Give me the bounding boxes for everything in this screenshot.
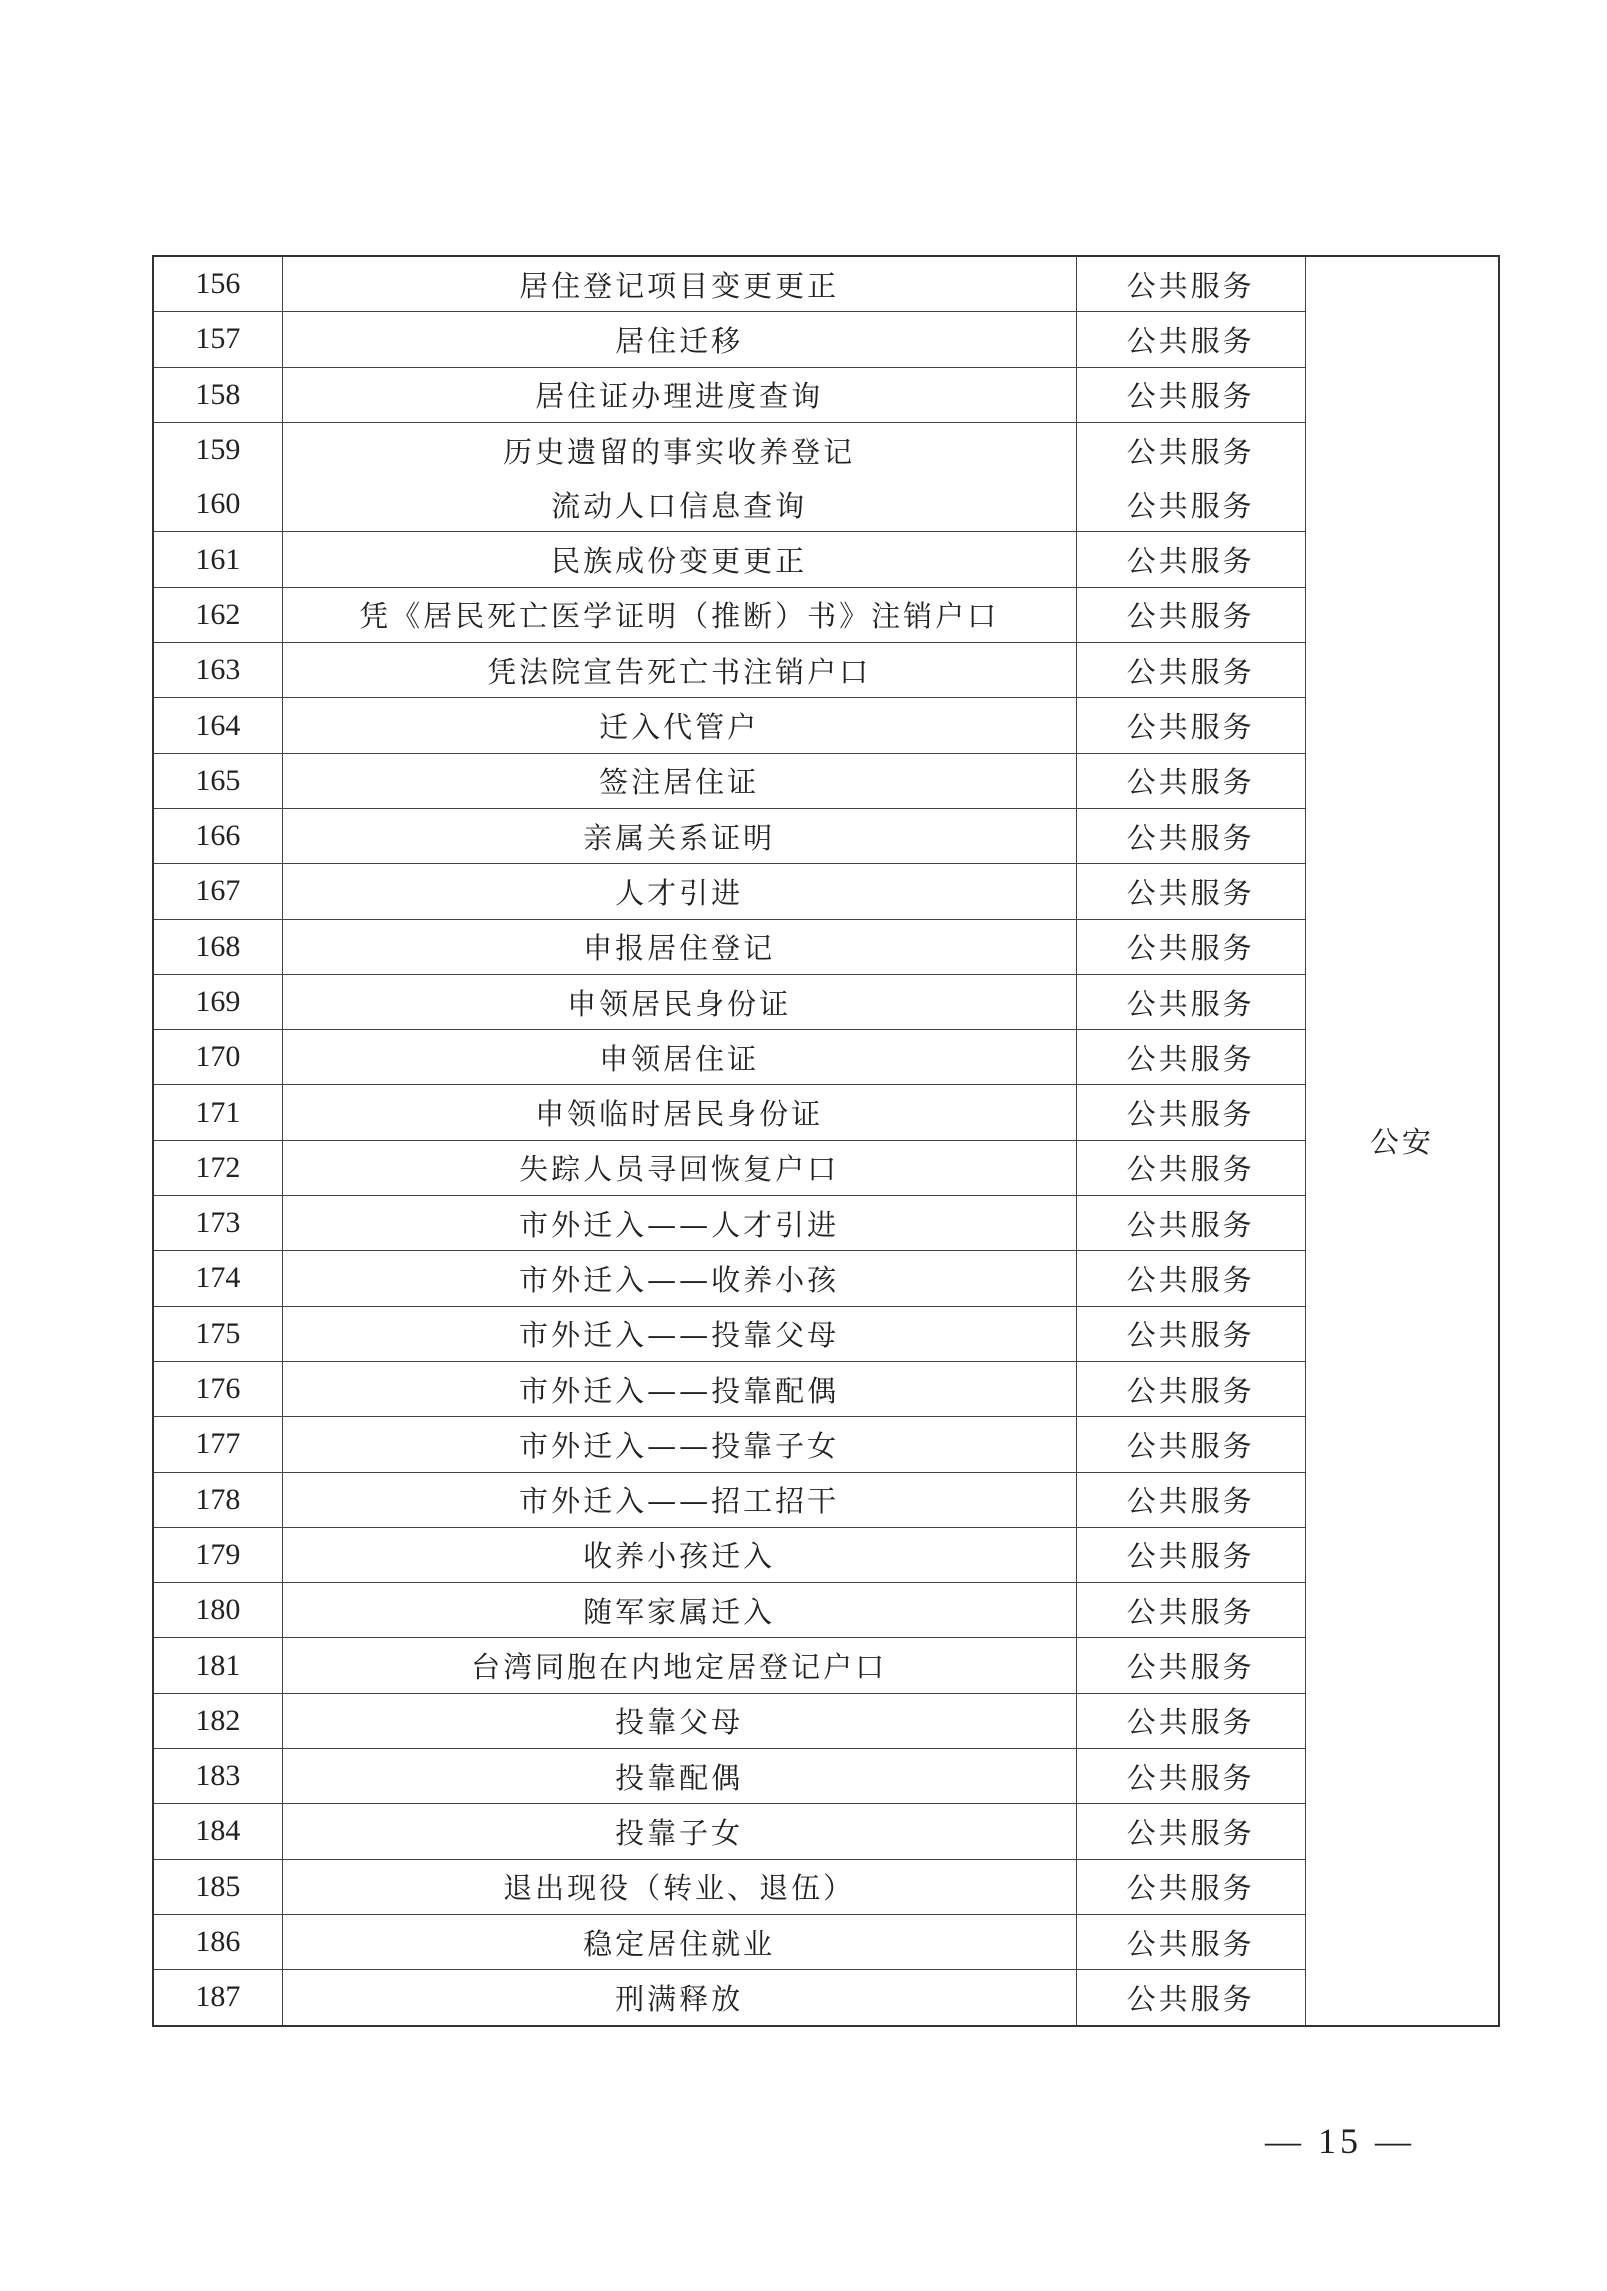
- service-type: 公共服务: [1076, 1251, 1305, 1306]
- table-row: [153, 532, 1499, 587]
- service-type: 公共服务: [1076, 1859, 1305, 1914]
- service-name: 市外迁入——投靠配偶: [282, 1361, 1076, 1416]
- row-number: 161: [153, 532, 282, 587]
- service-type: 公共服务: [1076, 1583, 1305, 1638]
- table-row: [153, 974, 1499, 1029]
- row-number: 164: [153, 698, 282, 753]
- service-type: 公共服务: [1076, 974, 1305, 1029]
- table-row: [153, 1859, 1499, 1914]
- table-row: [153, 587, 1499, 642]
- row-number: 177: [153, 1417, 282, 1472]
- service-name: 迁入代管户: [282, 698, 1076, 753]
- service-type: 公共服务: [1076, 1085, 1305, 1140]
- table-row: [153, 1306, 1499, 1361]
- service-name: 市外迁入——招工招干: [282, 1472, 1076, 1527]
- service-name: 收养小孩迁入: [282, 1527, 1076, 1582]
- service-name: 居住登记项目变更更正: [282, 256, 1076, 312]
- service-name: 随军家属迁入: [282, 1583, 1076, 1638]
- service-type: 公共服务: [1076, 1417, 1305, 1472]
- row-number: 169: [153, 974, 282, 1029]
- row-number: 187: [153, 1970, 282, 2026]
- service-type: 公共服务: [1076, 1914, 1305, 1969]
- table-row: [153, 1583, 1499, 1638]
- row-number: 171: [153, 1085, 282, 1140]
- table-row: [153, 1693, 1499, 1748]
- table-row: [153, 1749, 1499, 1804]
- table-row: [153, 1085, 1499, 1140]
- service-name: 投靠父母: [282, 1693, 1076, 1748]
- table-row: [153, 753, 1499, 808]
- service-type: 公共服务: [1076, 1804, 1305, 1859]
- service-name: 签注居住证: [282, 753, 1076, 808]
- row-number: 165: [153, 753, 282, 808]
- row-number: 157: [153, 312, 282, 367]
- service-name: 申领临时居民身份证: [282, 1085, 1076, 1140]
- table-row: [153, 1970, 1499, 2026]
- row-number: 170: [153, 1030, 282, 1085]
- service-name: 流动人口信息查询: [282, 477, 1076, 532]
- row-number: 179: [153, 1527, 282, 1582]
- row-number: 168: [153, 919, 282, 974]
- table-row: [153, 1140, 1499, 1195]
- table-row: [153, 1472, 1499, 1527]
- service-type: 公共服务: [1076, 1527, 1305, 1582]
- service-type: 公共服务: [1076, 1749, 1305, 1804]
- row-number: 182: [153, 1693, 282, 1748]
- table-row: [153, 1638, 1499, 1693]
- row-number: 173: [153, 1196, 282, 1251]
- row-number: 156: [153, 256, 282, 312]
- table-row: [153, 477, 1499, 532]
- service-name: 人才引进: [282, 864, 1076, 919]
- service-type: 公共服务: [1076, 643, 1305, 698]
- service-name: 历史遗留的事实收养登记: [282, 422, 1076, 477]
- row-number: 185: [153, 1859, 282, 1914]
- row-number: 162: [153, 587, 282, 642]
- row-number: 183: [153, 1749, 282, 1804]
- service-name: 退出现役（转业、退伍）: [282, 1859, 1076, 1914]
- row-number: 174: [153, 1251, 282, 1306]
- service-type: 公共服务: [1076, 532, 1305, 587]
- service-name: 市外迁入——收养小孩: [282, 1251, 1076, 1306]
- service-name: 申领居民身份证: [282, 974, 1076, 1029]
- service-type: 公共服务: [1076, 753, 1305, 808]
- service-name: 失踪人员寻回恢复户口: [282, 1140, 1076, 1195]
- service-type: 公共服务: [1076, 256, 1305, 312]
- table-row: [153, 864, 1499, 919]
- service-type: 公共服务: [1076, 1472, 1305, 1527]
- service-type: 公共服务: [1076, 312, 1305, 367]
- service-name: 投靠子女: [282, 1804, 1076, 1859]
- service-name: 申领居住证: [282, 1030, 1076, 1085]
- service-table: [152, 255, 1500, 2027]
- service-type: 公共服务: [1076, 422, 1305, 477]
- service-name: 台湾同胞在内地定居登记户口: [282, 1638, 1076, 1693]
- service-type: 公共服务: [1076, 1638, 1305, 1693]
- row-number: 166: [153, 808, 282, 863]
- service-type: 公共服务: [1076, 367, 1305, 422]
- table-row: [153, 1251, 1499, 1306]
- table-row: [153, 1196, 1499, 1251]
- row-number: 172: [153, 1140, 282, 1195]
- service-type: 公共服务: [1076, 1693, 1305, 1748]
- row-number: 158: [153, 367, 282, 422]
- table-row: [153, 808, 1499, 863]
- service-name: 亲属关系证明: [282, 808, 1076, 863]
- service-name: 申报居住登记: [282, 919, 1076, 974]
- page-number: — 15 —: [1265, 2121, 1415, 2161]
- table-row: [153, 367, 1499, 422]
- service-name: 凭《居民死亡医学证明（推断）书》注销户口: [282, 587, 1076, 642]
- table-row: [153, 643, 1499, 698]
- table-row: [153, 1361, 1499, 1416]
- table-row: [153, 312, 1499, 367]
- table-row: [153, 698, 1499, 753]
- service-type: 公共服务: [1076, 587, 1305, 642]
- table-row: [153, 422, 1499, 477]
- department-cell: 公安: [1305, 256, 1499, 2026]
- table-row: [153, 919, 1499, 974]
- row-number: 184: [153, 1804, 282, 1859]
- service-type: 公共服务: [1076, 808, 1305, 863]
- service-name: 市外迁入——投靠子女: [282, 1417, 1076, 1472]
- service-type: 公共服务: [1076, 1030, 1305, 1085]
- service-type: 公共服务: [1076, 1361, 1305, 1416]
- service-type: 公共服务: [1076, 477, 1305, 532]
- service-name: 凭法院宣告死亡书注销户口: [282, 643, 1076, 698]
- service-name: 市外迁入——投靠父母: [282, 1306, 1076, 1361]
- row-number: 181: [153, 1638, 282, 1693]
- row-number: 167: [153, 864, 282, 919]
- table-row: [153, 1914, 1499, 1969]
- service-type: 公共服务: [1076, 1970, 1305, 2026]
- service-name: 居住证办理进度查询: [282, 367, 1076, 422]
- row-number: 176: [153, 1361, 282, 1416]
- service-type: 公共服务: [1076, 864, 1305, 919]
- service-type: 公共服务: [1076, 919, 1305, 974]
- service-name: 居住迁移: [282, 312, 1076, 367]
- service-type: 公共服务: [1076, 1306, 1305, 1361]
- row-number: 178: [153, 1472, 282, 1527]
- table-row: [153, 1030, 1499, 1085]
- table-row: [153, 1804, 1499, 1859]
- row-number: 175: [153, 1306, 282, 1361]
- service-type: 公共服务: [1076, 698, 1305, 753]
- service-type: 公共服务: [1076, 1140, 1305, 1195]
- row-number: 180: [153, 1583, 282, 1638]
- service-name: 投靠配偶: [282, 1749, 1076, 1804]
- row-number: 160: [153, 477, 282, 532]
- table-row: [153, 1527, 1499, 1582]
- table-row: [153, 1417, 1499, 1472]
- table-row: [153, 256, 1499, 312]
- service-name: 民族成份变更更正: [282, 532, 1076, 587]
- row-number: 159: [153, 422, 282, 477]
- service-name: 稳定居住就业: [282, 1914, 1076, 1969]
- row-number: 163: [153, 643, 282, 698]
- service-type: 公共服务: [1076, 1196, 1305, 1251]
- row-number: 186: [153, 1914, 282, 1969]
- service-name: 市外迁入——人才引进: [282, 1196, 1076, 1251]
- service-name: 刑满释放: [282, 1970, 1076, 2026]
